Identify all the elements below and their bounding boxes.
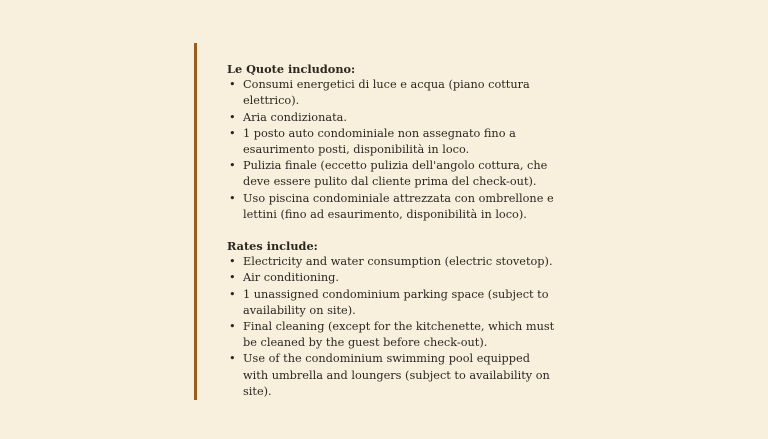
list-item: • Uso piscina condominiale attrezzata con ombrellone e lettini (fino ad esaurimento, disponibilità in loco). — [227, 191, 557, 223]
list-item: • Electricity and water consumption (electric stovetop). — [227, 254, 557, 270]
list-item: • 1 posto auto condominiale non assegnato fino a esaurimento posti, disponibilità in loco. — [227, 126, 557, 158]
list-item: • Final cleaning (except for the kitchenette, which must be cleaned by the guest before check-out). — [227, 319, 557, 351]
italian-inclusions-list — [227, 77, 557, 223]
accent-bar — [194, 43, 197, 400]
list-item: • 1 unassigned condominium parking space (subject to availability on site). — [227, 287, 557, 319]
english-section-title: Rates include: — [227, 239, 318, 254]
english-inclusions-list — [227, 254, 557, 400]
list-item: • Pulizia finale (eccetto pulizia dell'angolo cottura, che deve essere pulito dal cliente prima del check-out). — [227, 158, 557, 190]
section-spacer — [227, 223, 557, 238]
list-item: • Use of the condominium swimming pool equipped with umbrella and loungers (subject to availability on site). — [227, 351, 557, 400]
list-item: • Aria condizionata. — [227, 110, 557, 126]
rates-info-content — [227, 61, 557, 400]
italian-section-title: Le Quote includono: — [227, 62, 356, 76]
list-item: • Consumi energetici di luce e acqua (piano cottura elettrico). — [227, 77, 557, 109]
list-item: • Air conditioning. — [227, 270, 557, 286]
